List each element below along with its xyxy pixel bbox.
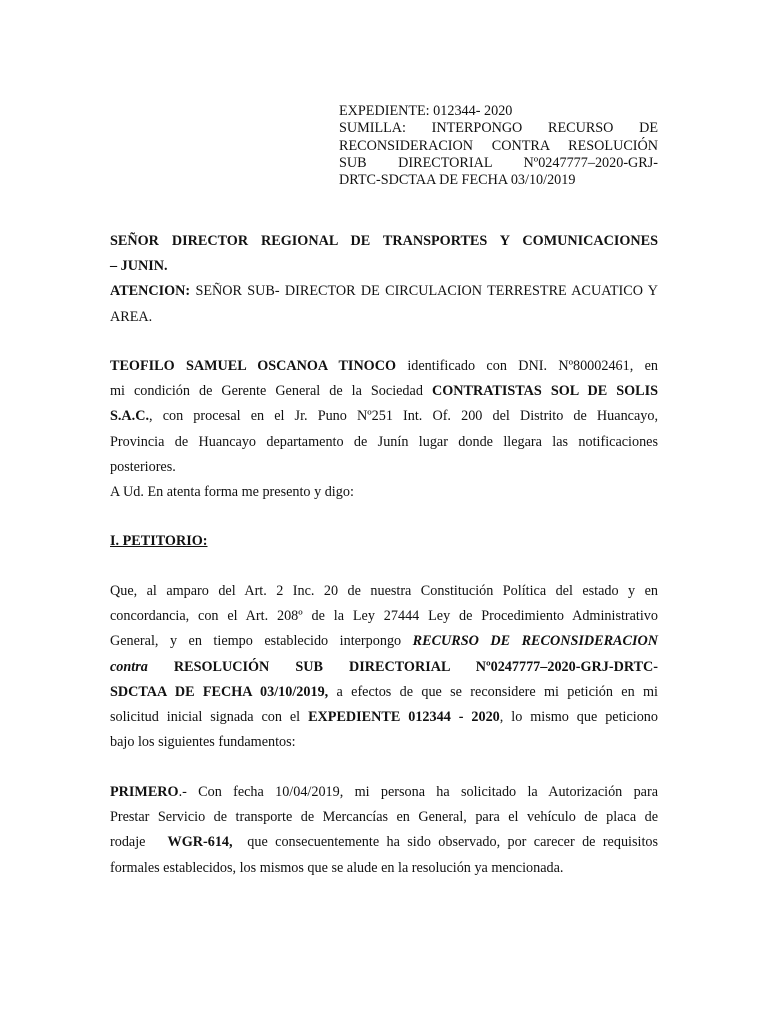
primero-line-1: [110, 780, 658, 805]
primero-line-4: formales establecidos, los mismos que se alude en la resolución ya mencionada.: [110, 859, 564, 876]
petitorio-line-6-text: solicitud inicial signada con el: [110, 709, 309, 726]
petitorio-line-2: concordancia, con el Art. 208º de la Ley 27444 Ley de Procedimiento Administrativo: [110, 608, 658, 625]
addressee-line-2: – JUNIN.: [110, 258, 168, 275]
intro-line-3: [110, 404, 658, 429]
intro-line-1-text: identificado con DNI. Nº80002461, en: [396, 358, 659, 374]
company-name-1: CONTRATISTAS SOL DE SOLIS: [431, 383, 658, 400]
intro-line-1: [110, 354, 658, 379]
primero-line-3: [110, 830, 658, 855]
sumilla-line-1: SUMILLA: INTERPONGO RECURSO DE: [339, 120, 658, 137]
petitorio-paragraph: [110, 579, 658, 755]
petitioner-name: TEOFILO SAMUEL OSCANOA TINOCO: [110, 358, 397, 374]
petitorio-line-3: [110, 629, 658, 654]
petitorio-heading-block: [110, 529, 658, 554]
attention-line-2: AREA.: [110, 308, 153, 325]
company-name-2: S.A.C.: [110, 408, 150, 425]
intro-line-3-text: , con procesal en el Jr. Puno Nº251 Int. Of. 200 del Distrito de Huancayo,: [149, 408, 658, 425]
intro-line-2: [110, 379, 658, 404]
attention-label: ATENCION:: [110, 283, 191, 300]
vehicle-plate: WGR-614,: [167, 834, 233, 851]
petitorio-line-5: [110, 680, 658, 705]
sumilla-line-4: DRTC-SDCTAA DE FECHA 03/10/2019: [339, 172, 576, 189]
recurso-title: RECURSO DE RECONSIDERACION: [412, 633, 658, 650]
petitorio-line-7: bajo los siguientes fundamentos:: [110, 734, 296, 751]
primero-line-1-text: .- Con fecha 10/04/2019, mi persona ha solicitado la Autorización para: [178, 784, 658, 800]
petitorio-line-5-text: a efectos de que se reconsidere mi petición en mi: [328, 683, 658, 700]
primero-line-2: Prestar Servicio de transporte de Mercancías en General, para el vehículo de placa de: [110, 809, 658, 826]
petitorio-line-6-end: , lo mismo que peticiono: [499, 709, 658, 726]
resolucion-ref: RESOLUCIÓN SUB DIRECTORIAL Nº0247777–2020-GRJ-DRTC-: [147, 658, 658, 675]
contra-word: contra: [110, 658, 148, 675]
petitorio-line-4: [110, 655, 658, 680]
sumilla-line-3: SUB DIRECTORIAL Nº0247777–2020-GRJ-: [339, 154, 658, 171]
resolucion-date: SDCTAA DE FECHA 03/10/2019,: [110, 683, 329, 700]
intro-line-6: A Ud. En atenta forma me presento y digo:: [110, 484, 354, 501]
header-block: [339, 103, 658, 189]
primero-paragraph: [110, 780, 658, 881]
intro-line-4: Provincia de Huancayo departamento de Junín lugar donde llegara las notificaciones: [110, 433, 658, 450]
intro-paragraph: [110, 354, 658, 505]
expediente-line: EXPEDIENTE: 012344- 2020: [339, 103, 513, 119]
sumilla-line-2: RECONSIDERACION CONTRA RESOLUCIÓN: [339, 137, 658, 154]
section-heading-petitorio: I. PETITORIO:: [110, 533, 208, 549]
primero-line-3-text: rodaje: [110, 834, 168, 851]
addressee-block: [110, 229, 658, 330]
expediente-ref: EXPEDIENTE 012344 - 2020: [308, 709, 500, 726]
petitorio-line-1: Que, al amparo del Art. 2 Inc. 20 de nuestra Constitución Política del estado y en: [110, 583, 658, 599]
intro-line-5: posteriores.: [110, 458, 176, 475]
attention-line-1: [110, 279, 658, 304]
primero-label: PRIMERO: [110, 784, 179, 800]
intro-line-2-text: mi condición de Gerente General de la Sociedad: [110, 383, 432, 400]
addressee-line-1: SEÑOR DIRECTOR REGIONAL DE TRANSPORTES Y COMUNICACIONES: [110, 233, 658, 249]
petitorio-line-6: [110, 705, 658, 730]
attention-text: SEÑOR SUB- DIRECTOR DE CIRCULACION TERRESTRE ACUATICO Y: [190, 283, 658, 300]
primero-line-3-end: que consecuentemente ha sido observado, por carecer de requisitos: [232, 834, 658, 851]
petitorio-line-3-text: General, y en tiempo establecido interpongo: [110, 633, 413, 650]
